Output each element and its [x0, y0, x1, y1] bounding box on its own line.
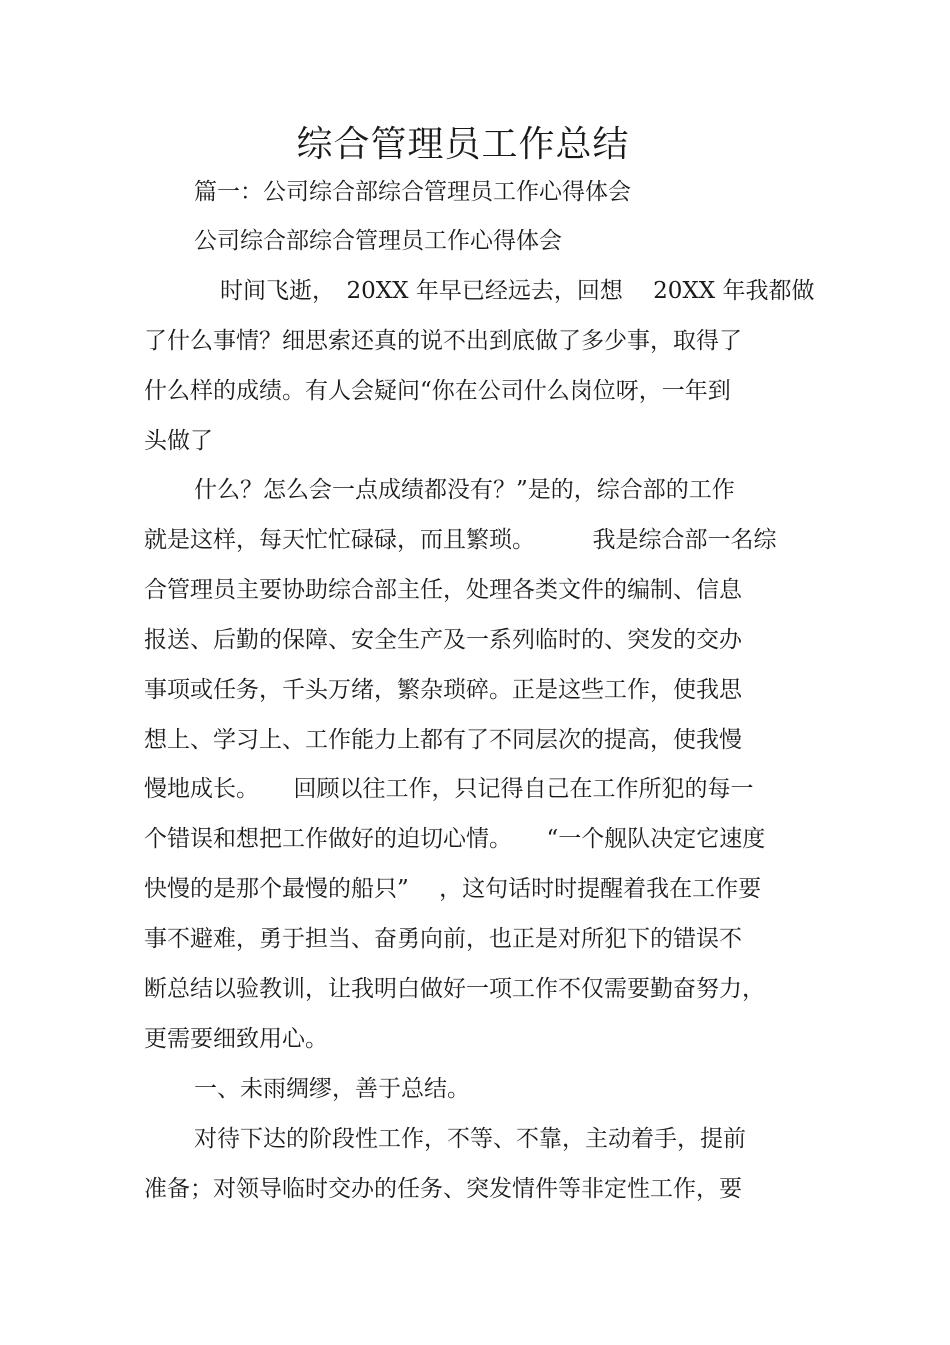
paragraph-line: 头做了: [144, 428, 213, 454]
paragraph-line: 对待下达的阶段性工作，不等、不靠，主动着手，提前: [194, 1126, 746, 1152]
paragraph-line: 想上、学习上、工作能力上都有了不同层次的提高，使我慢: [144, 727, 742, 753]
paragraph-line: 什么？怎么会一点成绩都没有？”是的，综合部的工作: [194, 477, 735, 503]
paragraph-line: 更需要细致用心。: [144, 1026, 328, 1052]
section-heading: 篇一：公司综合部综合管理员工作心得体会: [194, 179, 631, 205]
paragraph-line: 断总结以验教训，让我明白做好一项工作不仅需要勤奋努力，: [144, 976, 765, 1002]
paragraph-line: 了什么事情？细思索还真的说不出到底做了多少事，取得了: [144, 328, 742, 354]
paragraph-line: 事项或任务，千头万绪，繁杂琐碎。正是这些工作，使我思: [144, 677, 742, 703]
numbered-heading: 一、未雨绸缪，善于总结。: [194, 1076, 470, 1102]
paragraph-line: 个错误和想把工作做好的迫切心情。 “一个舰队决定它速度: [144, 826, 766, 852]
document-title: 综合管理员工作总结: [296, 124, 630, 165]
paragraph-line: 什么样的成绩。有人会疑问“你在公司什么岗位呀，一年到: [144, 378, 731, 404]
paragraph-line: 慢地成长。 回顾以往工作，只记得自己在工作所犯的每一: [144, 776, 754, 802]
paragraph-line: 报送、后勤的保障、安全生产及一系列临时的、突发的交办: [144, 627, 742, 653]
paragraph-line: 合管理员主要协助综合部主任，处理各类文件的编制、信息: [144, 577, 742, 603]
paragraph-line: 事不避难，勇于担当、奋勇向前，也正是对所犯下的错误不: [144, 926, 742, 952]
paragraph-line: 时间飞逝， 20XX 年早已经远去，回想 20XX 年我都做: [220, 278, 815, 304]
paragraph-line: 快慢的是那个最慢的船只” ，这句话时时提醒着我在工作要: [144, 876, 762, 902]
paragraph-line: 准备；对领导临时交办的任务、突发情件等非定性工作，要: [144, 1176, 742, 1202]
paragraph-line: 就是这样，每天忙忙碌碌，而且繁琐。 我是综合部一名综: [144, 527, 777, 553]
subheading: 公司综合部综合管理员工作心得体会: [194, 228, 562, 254]
